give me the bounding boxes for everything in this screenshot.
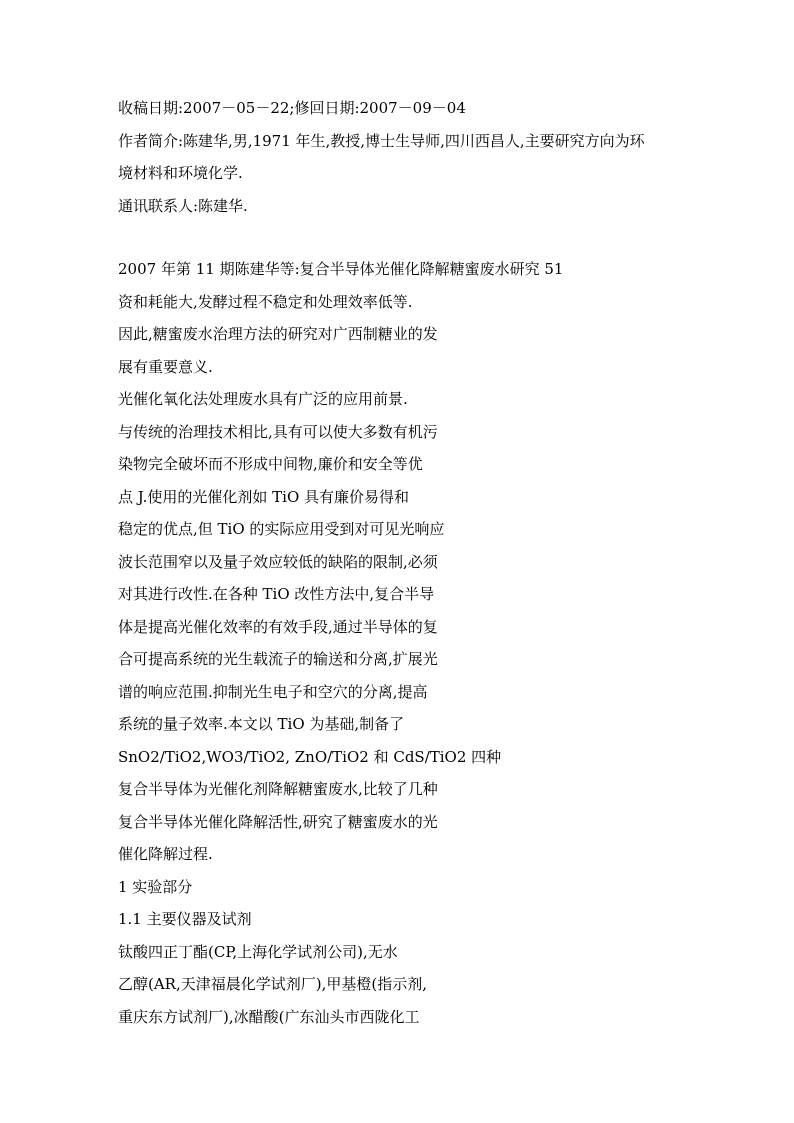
received-date-line: 收稿日期:2007－05－22;修回日期:2007－09－04 bbox=[118, 99, 466, 117]
text-line: 钛酸四正丁酯(CP,上海化学试剂公司),无水 bbox=[118, 942, 398, 961]
footnote-block bbox=[118, 92, 718, 222]
subsection-heading: 1.1 主要仪器及试剂 bbox=[118, 910, 252, 928]
text-line: 重庆东方试剂厂),冰醋酸(广东汕头市西陇化工 bbox=[118, 1007, 420, 1026]
text-line: 复合半导体为光催化剂降解糖蜜废水,比较了几种 bbox=[118, 780, 438, 798]
text-line: 与传统的治理技术相比,具有可以使大多数有机污 bbox=[118, 422, 438, 441]
text-line: 染物完全破坏而不形成中间物,廉价和安全等优 bbox=[118, 455, 423, 473]
text-line: 展有重要意义. bbox=[118, 357, 213, 376]
text-line: 催化降解过程. bbox=[118, 845, 213, 863]
section-heading: 1 实验部分 bbox=[118, 877, 193, 896]
text-line: 资和耗能大,发酵过程不稳定和处理效率低等. bbox=[118, 292, 413, 311]
text-line: 体是提高光催化效率的有效手段,通过半导体的复 bbox=[118, 617, 438, 636]
text-line: 点 J.使用的光催化剂如 TiO 具有廉价易得和 bbox=[118, 487, 410, 506]
corresponding-author-line: 通讯联系人:陈建华. bbox=[118, 196, 248, 215]
text-line: 乙醇(AR,天津福晨化学试剂厂),甲基橙(指示剂, bbox=[118, 975, 427, 993]
text-line: 波长范围窄以及量子效应较低的缺陷的限制,必须 bbox=[118, 552, 438, 571]
text-line: 光催化氧化法处理废水具有广泛的应用前景. bbox=[118, 390, 408, 408]
text-line: 系统的量子效率.本文以 TiO 为基础,制备了 bbox=[118, 715, 405, 733]
text-line: 因此,糖蜜废水治理方法的研究对广西制糖业的发 bbox=[118, 325, 438, 343]
article-body bbox=[118, 253, 718, 1033]
text-line: SnO2/TiO2,WO3/TiO2, ZnO/TiO2 和 CdS/TiO2 四种 bbox=[118, 747, 502, 766]
author-bio-line-continued: 境材料和环境化学. bbox=[118, 164, 243, 182]
text-line: 谱的响应范围.抑制光生电子和空穴的分离,提高 bbox=[118, 682, 428, 701]
text-line: 稳定的优点,但 TiO 的实际应用受到对可见光响应 bbox=[118, 520, 445, 538]
text-line: 合可提高系统的光生载流子的输送和分离,扩展光 bbox=[118, 650, 438, 668]
text-line: 复合半导体光催化降解活性,研究了糖蜜废水的光 bbox=[118, 812, 438, 831]
running-header: 2007 年第 11 期陈建华等:复合半导体光催化降解糖蜜废水研究 51 bbox=[118, 260, 564, 278]
author-bio-line: 作者简介:陈建华,男,1971 年生,教授,博士生导师,四川西昌人,主要研究方向为环 bbox=[118, 131, 645, 150]
text-line: 对其进行改性.在各种 TiO 改性方法中,复合半导 bbox=[118, 585, 435, 603]
